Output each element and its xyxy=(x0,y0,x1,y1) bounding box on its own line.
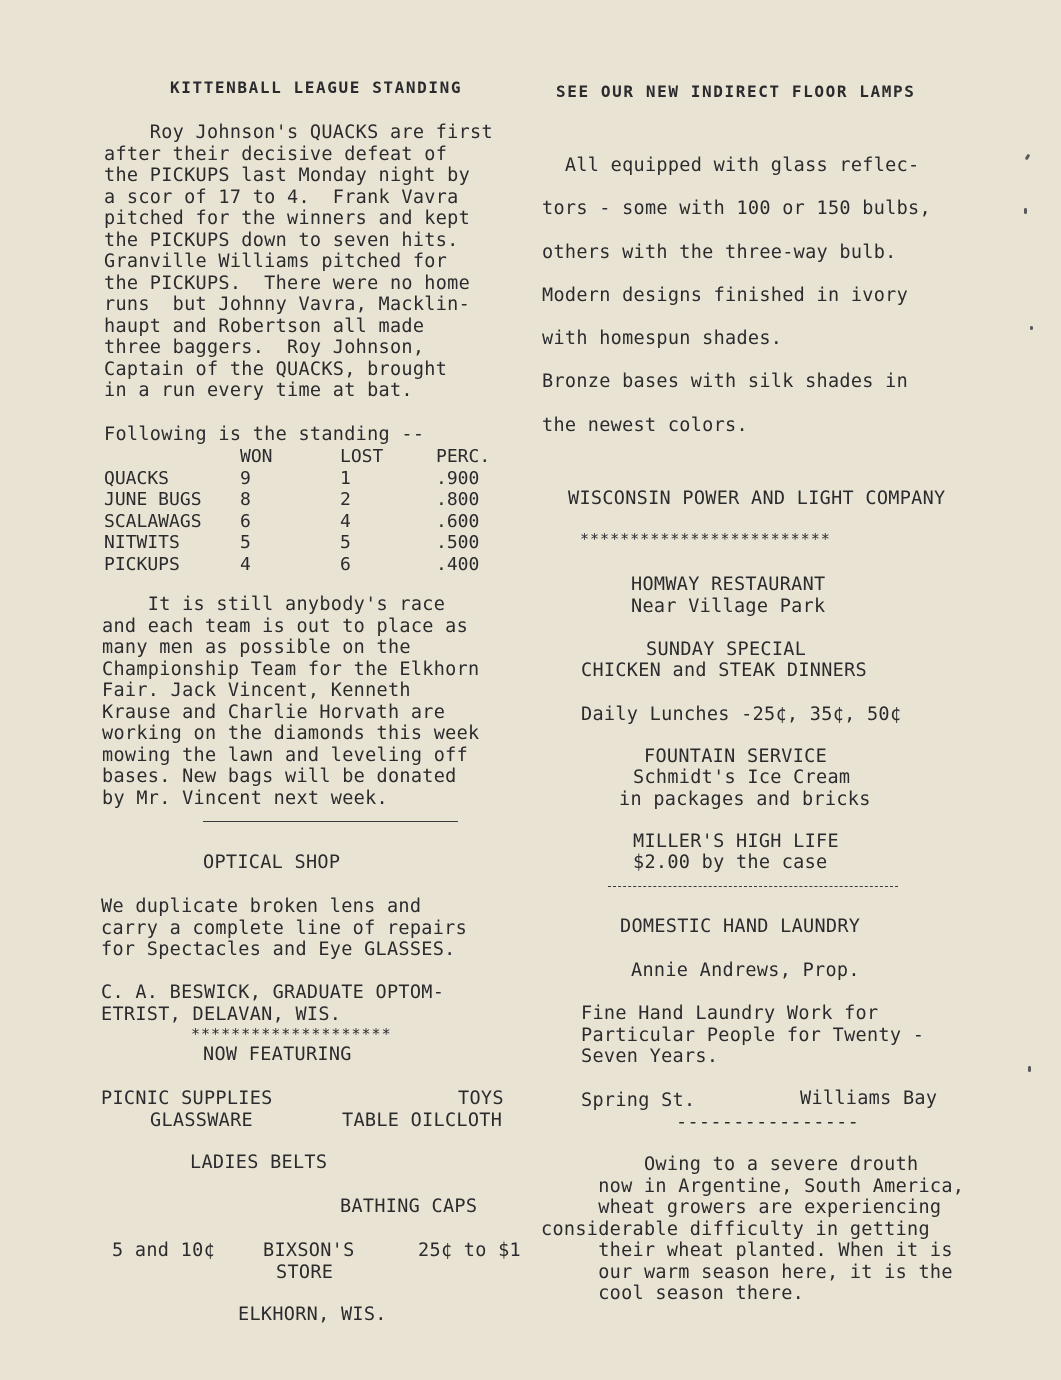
standings-header-row xyxy=(104,446,490,468)
item-toys: TOYS xyxy=(458,1088,504,1109)
text-line: C. A. BESWICK, GRADUATE OPTOM- xyxy=(101,982,445,1003)
wheat-paragraph xyxy=(541,1154,964,1305)
optical-shop-title: OPTICAL SHOP xyxy=(203,852,341,873)
text-line: Captain of the QUACKS, brought xyxy=(104,358,448,380)
text-line: tors - some with 100 or 150 bulbs, xyxy=(542,198,931,220)
item-glassware: GLASSWARE xyxy=(150,1110,253,1131)
text-line: Granville Williams pitched for xyxy=(104,251,448,272)
text-line: bases. New bags will be donated xyxy=(102,766,457,787)
text-line: and each team is out to place as xyxy=(102,615,469,637)
price-high: 25¢ to $1 xyxy=(418,1240,521,1261)
standings-row xyxy=(104,532,490,554)
item-ladies-belts: LADIES BELTS xyxy=(190,1152,328,1173)
percentage: .900 xyxy=(436,467,480,489)
laundry-town: Williams Bay xyxy=(800,1088,938,1109)
wins: 9 xyxy=(240,467,251,489)
text-line: a scor of 17 to 4. Frank Vavra xyxy=(104,186,459,208)
text-line: our warm season here, it is the xyxy=(541,1261,953,1283)
text-line: with homespun shades. xyxy=(542,328,783,350)
star-separator: ******************** xyxy=(191,1025,392,1043)
text-line: All equipped with glass reflec- xyxy=(542,155,920,176)
divider xyxy=(608,886,898,887)
wins: 4 xyxy=(240,553,251,575)
text-line: three baggers. Roy Johnson, xyxy=(104,337,425,358)
wins: 8 xyxy=(240,489,251,510)
text-line: Roy Johnson's QUACKS are first xyxy=(104,122,493,143)
text-line: working on the diamonds this week xyxy=(102,723,480,744)
optometrist-line xyxy=(101,982,444,1025)
price-low: 5 and 10¢ xyxy=(112,1240,215,1261)
text-line: cool season there. xyxy=(541,1283,805,1304)
item-table-oilcloth: TABLE OILCLOTH xyxy=(342,1110,503,1131)
text-line: for Spectacles and Eye GLASSES. xyxy=(101,939,456,960)
ice-cream: Schmidt's Ice Cream xyxy=(633,767,851,788)
text-line: Bronze bases with silk shades in xyxy=(542,371,909,393)
fountain-service: FOUNTAIN SERVICE xyxy=(644,746,828,767)
paper-mark xyxy=(1028,1066,1031,1072)
text-line: their wheat planted. When it is xyxy=(541,1240,953,1261)
company-name: WISCONSIN POWER AND LIGHT COMPANY xyxy=(568,488,946,509)
standings-col-perc: PERC. xyxy=(436,446,491,467)
restaurant-name: HOMWAY RESTAURANT xyxy=(631,574,826,595)
text-line: the newest colors. xyxy=(542,414,748,436)
text-line: ETRIST, DELAVAN, WIS. xyxy=(101,1003,342,1025)
text-line: many men as possible on the xyxy=(102,637,411,658)
beer: MILLER'S HIGH LIFE xyxy=(633,831,839,852)
team-name: NITWITS xyxy=(104,532,180,553)
wins: 5 xyxy=(240,532,251,553)
text-line: by Mr. Vincent next week. xyxy=(102,787,388,809)
store-word: STORE xyxy=(276,1262,334,1283)
text-line: considerable difficulty in getting xyxy=(541,1218,930,1240)
text-line: after their decisive defeat of xyxy=(104,143,448,165)
text-line: haupt and Robertson all made xyxy=(104,315,425,337)
race-paragraph xyxy=(102,594,479,809)
dinners: CHICKEN and STEAK DINNERS xyxy=(581,660,867,681)
text-line: others with the three-way bulb. xyxy=(542,241,897,263)
text-line: Modern designs finished in ivory xyxy=(542,284,909,306)
text-line: carry a complete line of repairs xyxy=(101,917,468,939)
laundry-owner: Annie Andrews, Prop. xyxy=(631,960,860,981)
text-line: Particular People for Twenty - xyxy=(581,1024,925,1046)
item-bathing-caps: BATHING CAPS xyxy=(340,1196,478,1217)
percentage: .600 xyxy=(436,510,480,532)
laundry-name: DOMESTIC HAND LAUNDRY xyxy=(620,916,861,937)
losses: 2 xyxy=(340,489,351,510)
team-name: SCALAWAGS xyxy=(104,510,202,532)
standings-row xyxy=(104,468,490,490)
beer-price: $2.00 by the case xyxy=(633,852,828,873)
losses: 5 xyxy=(340,532,351,553)
text-line: mowing the lawn and leveling off xyxy=(102,744,469,766)
standings-row xyxy=(104,489,490,511)
standings-col-lost: LOST xyxy=(340,446,384,467)
laundry-text xyxy=(581,1003,924,1068)
daily-lunches: Daily Lunches -25¢, 35¢, 50¢ xyxy=(581,704,902,725)
text-line: We duplicate broken lens and xyxy=(101,896,422,917)
standing-intro: Following is the standing -- xyxy=(104,424,425,445)
paper-mark xyxy=(1024,208,1027,214)
standings-col-team xyxy=(104,446,240,468)
text-line: the PICKUPS. There were no home xyxy=(104,272,471,294)
losses: 6 xyxy=(340,553,351,575)
optical-shop-text xyxy=(101,896,467,961)
team-name: QUACKS xyxy=(104,467,170,489)
standings-table xyxy=(104,446,490,575)
text-line: Owing to a severe drouth xyxy=(541,1154,919,1175)
sunday-special: SUNDAY SPECIAL xyxy=(646,639,807,660)
losses: 4 xyxy=(340,510,351,532)
paper-mark xyxy=(1030,326,1033,330)
store-city: ELKHORN, WIS. xyxy=(238,1304,387,1325)
kittenball-heading: KITTENBALL LEAGUE STANDING xyxy=(170,78,463,97)
laundry-street: Spring St. xyxy=(581,1090,696,1111)
store-name: BIXSON'S xyxy=(263,1240,355,1261)
percentage: .800 xyxy=(436,489,480,510)
lamps-paragraph xyxy=(542,144,931,447)
losses: 1 xyxy=(340,467,351,489)
text-line: now in Argentine, South America, xyxy=(541,1175,965,1197)
divider xyxy=(203,821,458,822)
percentage: .400 xyxy=(436,553,480,575)
standings-row xyxy=(104,511,490,533)
paper-mark xyxy=(1025,154,1031,161)
standings-row xyxy=(104,554,490,576)
now-featuring: NOW FEATURING xyxy=(203,1044,352,1065)
text-line: Fine Hand Laundry Work for xyxy=(581,1003,879,1024)
standings-col-won: WON xyxy=(240,446,273,467)
percentage: .500 xyxy=(436,532,480,553)
text-line: wheat growers are experiencing xyxy=(541,1197,942,1218)
packages: in packages and bricks xyxy=(619,789,871,810)
wins: 6 xyxy=(240,510,251,532)
kittenball-paragraph xyxy=(104,122,493,402)
text-line: pitched for the winners and kept xyxy=(104,208,471,229)
text-line: the PICKUPS down to seven hits. xyxy=(104,229,459,251)
text-line: It is still anybody's race xyxy=(102,594,446,615)
lamps-heading: SEE OUR NEW INDIRECT FLOOR LAMPS xyxy=(556,82,916,101)
dashed-separator: ---------------- xyxy=(676,1112,860,1133)
text-line: Krause and Charlie Horvath are xyxy=(102,701,446,723)
star-separator: ************************* xyxy=(580,530,831,548)
text-line: Championship Team for the Elkhorn xyxy=(102,658,480,680)
team-name: PICKUPS xyxy=(104,553,180,575)
text-line: Fair. Jack Vincent, Kenneth xyxy=(102,680,411,701)
restaurant-location: Near Village Park xyxy=(631,596,826,617)
team-name: JUNE BUGS xyxy=(104,489,202,510)
text-line: the PICKUPS last Monday night by xyxy=(104,165,471,186)
item-picnic-supplies: PICNIC SUPPLIES xyxy=(101,1088,273,1109)
text-line: in a run every time at bat. xyxy=(104,380,413,401)
text-line: Seven Years. xyxy=(581,1046,719,1067)
text-line: runs but Johnny Vavra, Macklin- xyxy=(104,294,471,315)
